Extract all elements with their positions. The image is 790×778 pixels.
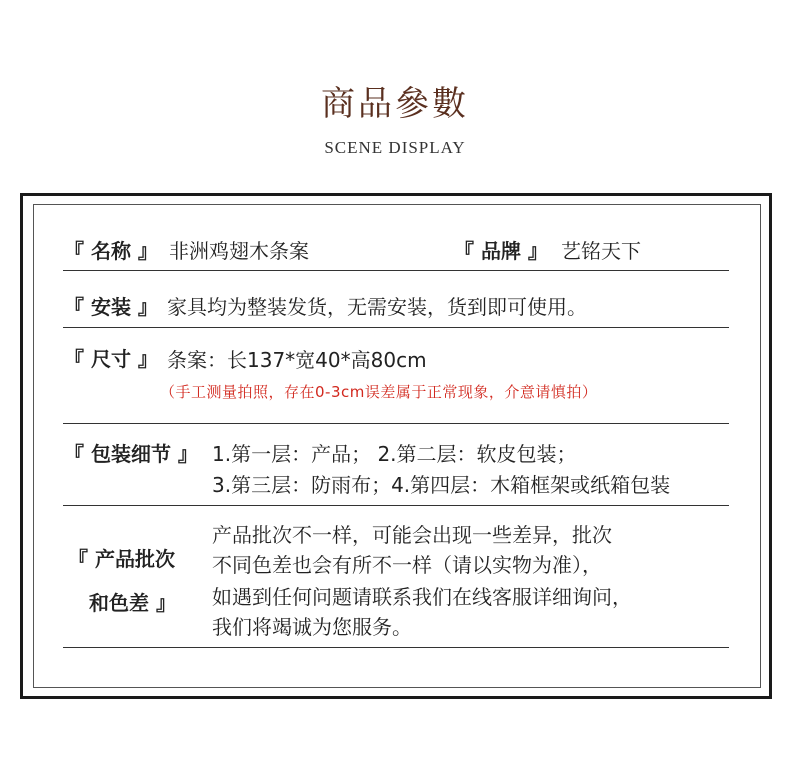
- size-value: 条案：长137*宽40*高80cm: [167, 348, 427, 372]
- divider: [63, 327, 729, 328]
- color-text-line-4: 我们将竭诚为您服务。: [212, 615, 412, 639]
- size-note: （手工测量拍照，存在0-3cm误差属于正常现象，介意请慎拍）: [160, 383, 598, 401]
- color-text-line-2: 不同色差也会有所不一样（请以实物为准），: [212, 553, 602, 577]
- packaging-label: 『 包装细节 』: [64, 442, 198, 466]
- page-subtitle: SCENE DISPLAY: [324, 138, 466, 157]
- name-value: 非洲鸡翅木条案: [169, 239, 309, 263]
- divider: [63, 423, 729, 424]
- size-label: 『 尺寸 』: [64, 347, 158, 371]
- packaging-line-1: 1.第一层：产品； 2.第二层：软皮包装；: [212, 442, 577, 466]
- divider: [63, 270, 729, 271]
- page-title: 商品參數: [321, 84, 469, 124]
- name-label: 『 名称 』: [64, 239, 158, 263]
- color-label-line-1: 『 产品批次: [68, 547, 175, 571]
- divider: [63, 505, 729, 506]
- color-label-line-2: 和色差 』: [89, 591, 176, 615]
- install-value: 家具均为整装发货，无需安装，货到即可使用。: [167, 295, 587, 319]
- install-label: 『 安装 』: [64, 295, 158, 319]
- brand-value: 艺铭天下: [561, 239, 641, 263]
- color-text-line-3: 如遇到任何问题请联系我们在线客服详细询问，: [212, 585, 632, 609]
- brand-label: 『 品牌 』: [454, 239, 548, 263]
- packaging-line-2: 3.第三层：防雨布；4.第四层：木箱框架或纸箱包装: [212, 473, 671, 497]
- divider: [63, 647, 729, 648]
- color-text-line-1: 产品批次不一样，可能会出现一些差异，批次: [212, 523, 612, 547]
